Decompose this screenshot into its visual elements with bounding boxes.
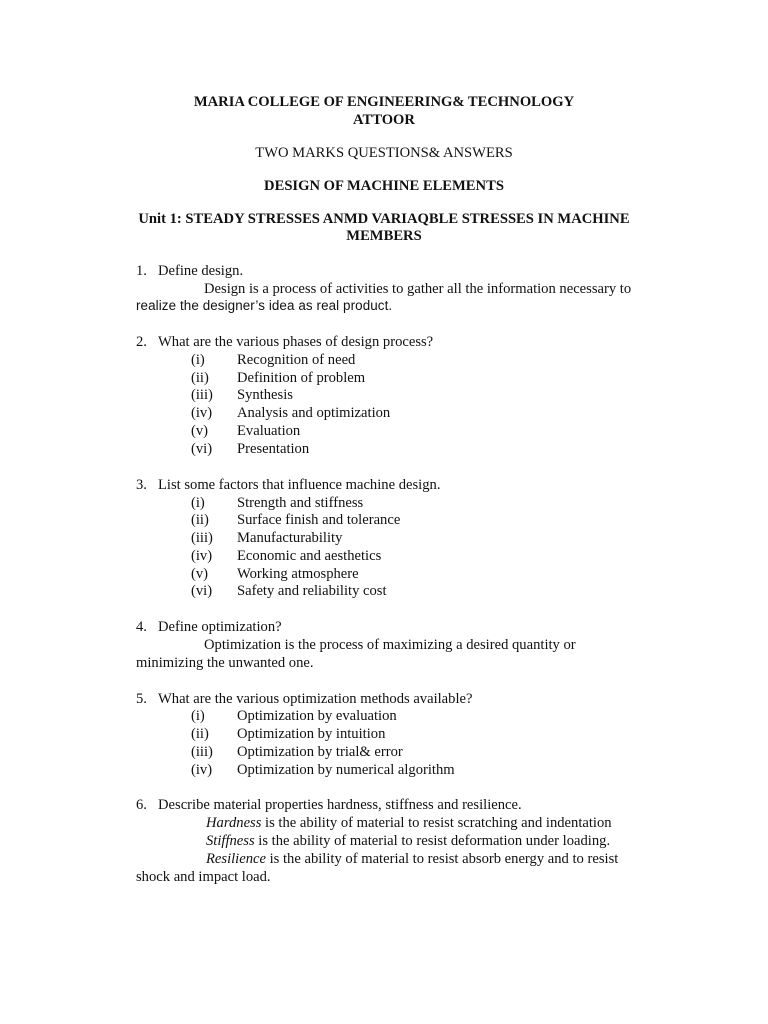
list-item-text: Presentation xyxy=(237,441,310,457)
question-text: Define optimization? xyxy=(158,619,282,635)
list-item-roman: (iv) xyxy=(191,548,213,564)
question-text: Define design. xyxy=(158,263,244,279)
resilience-definition xyxy=(206,850,618,868)
list-item-text: Definition of problem xyxy=(237,370,366,386)
list-item-text: Economic and aesthetics xyxy=(237,548,382,564)
list-item-roman: (v) xyxy=(191,566,209,582)
list-item-roman: (v) xyxy=(191,423,209,439)
document-subtitle: TWO MARKS QUESTIONS& ANSWERS xyxy=(255,145,513,161)
list-item-roman: (ii) xyxy=(191,512,209,528)
answer-line: shock and impact load. xyxy=(136,869,271,885)
list-item-roman: (iv) xyxy=(191,405,213,421)
college-place: ATTOOR xyxy=(353,112,415,128)
question-text: List some factors that influence machine design. xyxy=(158,477,441,493)
question-text: What are the various optimization methods available? xyxy=(158,691,473,707)
definition-text: is the ability of material to resist deformation under loading. xyxy=(254,833,611,849)
list-item-text: Surface finish and tolerance xyxy=(237,512,401,528)
question-number: 5. xyxy=(136,691,147,707)
definition-text: is the ability of material to resist scratching and indentation xyxy=(261,815,612,831)
list-item-text: Evaluation xyxy=(237,423,301,439)
unit-title-line2: MEMBERS xyxy=(346,228,422,244)
question-number: 3. xyxy=(136,477,147,493)
list-item-text: Safety and reliability cost xyxy=(237,583,387,599)
question-text: Describe material properties hardness, stiffness and resilience. xyxy=(158,797,522,813)
list-item-text: Optimization by intuition xyxy=(237,726,386,742)
list-item-roman: (i) xyxy=(191,352,205,368)
definition-text: is the ability of material to resist absorb energy and to resist xyxy=(265,851,619,867)
list-item-roman: (iii) xyxy=(191,530,213,546)
question-text: What are the various phases of design process? xyxy=(158,334,434,350)
question-number: 6. xyxy=(136,797,147,813)
list-item-roman: (ii) xyxy=(191,370,209,386)
term-hardness: Hardness xyxy=(206,815,262,831)
answer-line: Optimization is the process of maximizing a desired quantity or xyxy=(204,637,576,653)
unit-title-line1: Unit 1: STEADY STRESSES ANMD VARIAQBLE STRESSES IN MACHINE xyxy=(138,211,630,227)
subject-title: DESIGN OF MACHINE ELEMENTS xyxy=(264,178,504,194)
list-item-roman: (iv) xyxy=(191,762,213,778)
answer-line: minimizing the unwanted one. xyxy=(136,655,314,671)
list-item-roman: (vi) xyxy=(191,441,213,457)
list-item-roman: (vi) xyxy=(191,583,213,599)
list-item-text: Analysis and optimization xyxy=(237,405,391,421)
question-number: 2. xyxy=(136,334,147,350)
list-item-text: Synthesis xyxy=(237,387,293,403)
list-item-roman: (i) xyxy=(191,495,205,511)
list-item-text: Strength and stiffness xyxy=(237,495,364,511)
college-name: MARIA COLLEGE OF ENGINEERING& TECHNOLOGY xyxy=(193,94,575,110)
list-item-text: Optimization by numerical algorithm xyxy=(237,762,455,778)
list-item-text: Optimization by evaluation xyxy=(237,708,397,724)
question-number: 1. xyxy=(136,263,147,279)
question-number: 4. xyxy=(136,619,147,635)
list-item-roman: (ii) xyxy=(191,726,209,742)
term-resilience: Resilience xyxy=(206,851,266,867)
term-stiffness: Stiffness xyxy=(206,833,255,849)
list-item-text: Optimization by trial& error xyxy=(237,744,403,760)
list-item-text: Recognition of need xyxy=(237,352,356,368)
list-item-roman: (iii) xyxy=(191,744,213,760)
answer-line: Design is a process of activities to gather all the information necessary to xyxy=(204,281,632,297)
list-item-roman: (iii) xyxy=(191,387,213,403)
answer-line: realize the designer’s idea as real product. xyxy=(136,298,393,313)
list-item-text: Manufacturability xyxy=(237,530,343,546)
list-item-roman: (i) xyxy=(191,708,205,724)
hardness-definition xyxy=(206,814,612,832)
stiffness-definition xyxy=(206,832,610,850)
list-item-text: Working atmosphere xyxy=(237,566,359,582)
